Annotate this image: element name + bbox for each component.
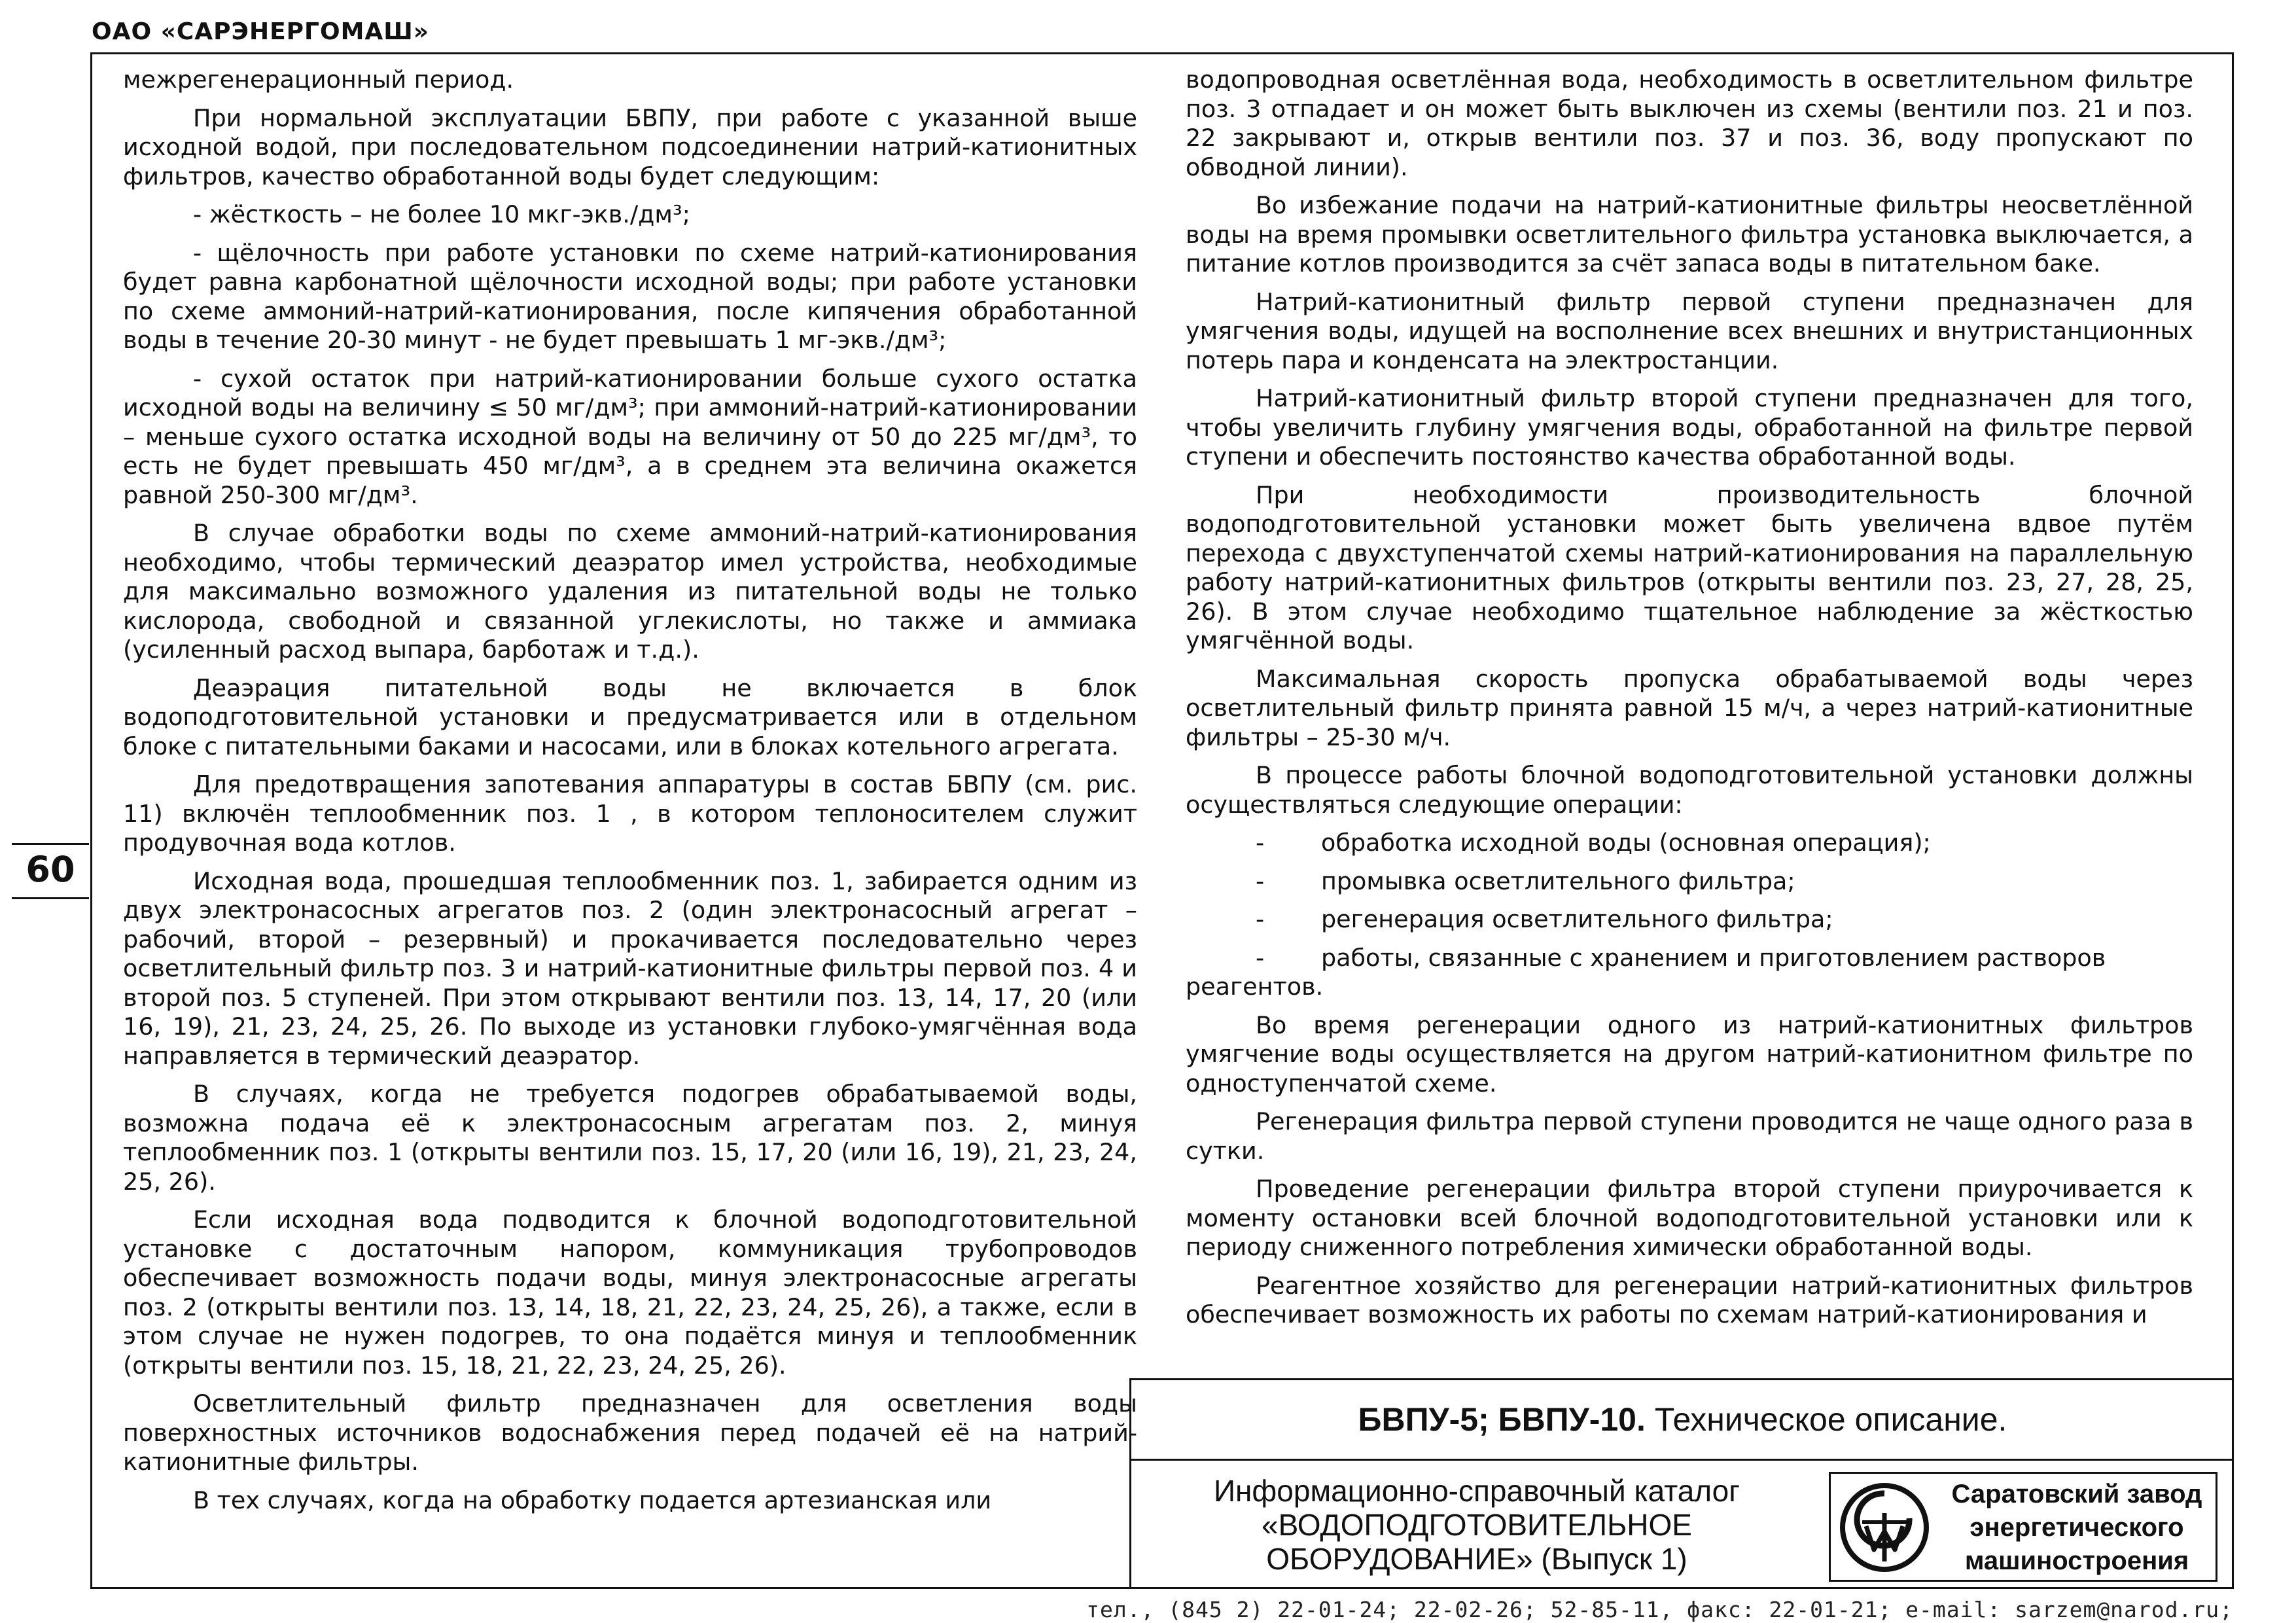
paragraph: Исходная вода, прошедшая теплообменник поз. 1, забирается одним из двух электронасосных агрегатов поз. 2 (один электронасосный агрегат – рабочий, второй – резервный) и прокачивается последовательно через осветлительный фильтр поз. 3 и натрий-катионитные фильтры первой поз. 4 и второй поз. 5 ступеней. При этом открывают вентили поз. 13, 14, 17, 20 (или 16, 19), 21, 23, 24, 25, 26. По выходе из установки глубоко-умягчённая вода направляется в термический деаэратор. [123, 866, 1137, 1070]
list-dash: - [1256, 905, 1265, 933]
paragraph: В случае обработки воды по схеме аммоний-натрий-катионирования необходимо, чтобы термический деаэратор имел устройства, необходимые для максимально возможного удаления из питательной воды не только кислорода, свободной и связанной углекислоты, но также и аммиака (усиленный расход выпара, барботаж и т.д.). [123, 519, 1137, 664]
right-column [1186, 65, 2193, 1339]
paragraph: межрегенерационный период. [123, 65, 514, 94]
manufacturer-line: машиностроения [1964, 1546, 2189, 1575]
catalog-line: Информационно-справочный каталог [1213, 1474, 1740, 1508]
paragraph: Максимальная скорость пропуска обрабатываемой воды через осветлительный фильтр принята равной 15 м/ч, а через натрий-катионитные фильтры – 25-30 м/ч. [1186, 664, 2193, 751]
list-item [1186, 829, 2193, 858]
left-column [123, 65, 1137, 1524]
list-item [1186, 867, 2193, 897]
paragraph: Натрий-катионитный фильтр второй ступени предназначен для того, чтобы увеличить глубину умягчения воды, обработанной на фильтре первой ступени и обеспечить постоянство качества обработанной воды. [1186, 384, 2193, 471]
document-title [1131, 1380, 2234, 1461]
list-item [1186, 944, 2193, 973]
document-title-rest: Техническое описание. [1645, 1401, 2007, 1438]
paragraph: При нормальной эксплуатации БВПУ, при работе с указанной выше исходной водой, при последовательном подсоединении натрий-катионитных фильтров, качество обработанной воды будет следующим: [123, 103, 1137, 190]
manufacturer-line: энергетического [1969, 1513, 2184, 1542]
paragraph: В случаях, когда не требуется подогрев обрабатываемой воды, возможна подача её к электронасосным агрегатам поз. 2, минуя теплообменник поз. 1 (открыты вентили поз. 15, 17, 20 (или 16, 19), 21, 23, 24, 25, 26). [123, 1080, 1137, 1196]
catalog-title [1131, 1461, 1822, 1589]
paragraph: водопроводная осветлённая вода, необходимость в осветлительном фильтре поз. 3 отпадает и он может быть выключен из схемы (вентили поз. 21 и поз. 22 закрывают и, открыв вентили поз. 37 и поз. 36, воду пропускают по обводной линии). [1186, 65, 2193, 181]
manufacturer-line: Саратовский завод [1951, 1480, 2202, 1508]
list-dash: - [1256, 866, 1265, 895]
paragraph: - жёсткость – не более 10 мкг-экв./дм³; [193, 200, 690, 228]
paragraph: Во время регенерации одного из натрий-катионитных фильтров умягчение воды осуществляется на другом натрий-катионитном фильтре по одноступенчатой схеме. [1186, 1010, 2193, 1097]
paragraph: Проведение регенерации фильтра второй ступени приурочивается к моменту остановки всей блочной водоподготовительной установки или к периоду сниженного потребления химически обработанной воды. [1186, 1175, 2193, 1261]
list-item [1186, 905, 2193, 935]
footer-box [1129, 1378, 2234, 1589]
catalog-line: «ВОДОПОДГОТОВИТЕЛЬНОЕ [1262, 1508, 1692, 1542]
document-title-bold: БВПУ-5; БВПУ-10. [1358, 1401, 1646, 1438]
paragraph: Деаэрация питательной воды не включается в блок водоподготовительной установки и предусматривается или в отдельном блоке с питательными баками и насосами, или в блоках котельного агрегата. [123, 673, 1137, 760]
contact-info: тел., (845 2) 22-01-24; 22-02-26; 52-85-11, факс: 22-01-21; e-mail: sarzem@narod.ru; [1086, 1597, 2233, 1622]
paragraph: В процессе работы блочной водоподготовительной установки должны осуществляться следующие операции: [1186, 761, 2193, 819]
manufacturer-name [1942, 1478, 2212, 1578]
paragraph: - сухой остаток при натрий-катионировании больше сухого остатка исходной воды на величину ≤ 50 мг/дм³; при аммоний-натрий-катионировании – меньше сухого остатка исходной воды на величину от 50 до 225 мг/дм³, то есть не будет превышать 450 мг/дм³, а в среднем эта величина окажется равной 250-300 мг/дм³. [123, 364, 1137, 509]
paragraph: Для предотвращения запотевания аппаратуры в состав БВПУ (см. рис. 11) включён теплообменник поз. 1 , в котором теплоносителем служит продувочная вода котлов. [123, 770, 1137, 857]
page-number: 60 [12, 843, 89, 899]
list-dash: - [1256, 829, 1265, 857]
paragraph: реагентов. [1186, 972, 1324, 1001]
paragraph: Реагентное хозяйство для регенерации натрий-катионитных фильтров обеспечивает возможность их работы по схемам натрий-катионирования и [1186, 1271, 2193, 1329]
paragraph: В тех случаях, когда на обработку подается артезианская или [193, 1486, 992, 1514]
paragraph: - щёлочность при работе установки по схеме натрий-катионирования будет равна карбонатной щёлочности исходной воды; при работе установки по схеме аммоний-натрий-катионирования, после кипячения обработанной воды в течение 20-30 минут - не будет превышать 1 мг-экв./дм³; [123, 238, 1137, 354]
manufacturer-box [1829, 1472, 2217, 1582]
list-dash: - [1256, 943, 1265, 972]
list-item-text: обработка исходной воды (основная операция); [1321, 829, 1931, 857]
paragraph: При необходимости производительность блочной водоподготовительной установки может быть увеличена вдвое путём перехода с двухступенчатой схемы натрий-катионирования на параллельную работу натрий-катионитных фильтров (открыты вентили поз. 23, 27, 28, 25, 26). В этом случае необходимо тщательное наблюдение за жёсткостью умягчённой воды. [1186, 480, 2193, 654]
sarzem-logo-icon [1836, 1479, 1933, 1576]
list-item-text: промывка осветлительного фильтра; [1321, 866, 1795, 895]
catalog-line: ОБОРУДОВАНИЕ» (Выпуск 1) [1266, 1542, 1687, 1576]
paragraph: Осветлительный фильтр предназначен для осветления воды поверхностных источников водоснабжения перед подачей её на натрий-катионитные фильтры. [123, 1389, 1137, 1476]
paragraph: Регенерация фильтра первой ступени проводится не чаще одного раза в сутки. [1186, 1107, 2193, 1165]
list-item-text: регенерация осветлительного фильтра; [1321, 905, 1833, 933]
paragraph: Во избежание подачи на натрий-катионитные фильтры неосветлённой воды на время промывки осветлительного фильтра установка выключается, а питание котлов производится за счёт запаса воды в питательном баке. [1186, 191, 2193, 277]
paragraph: Натрий-катионитный фильтр первой ступени предназначен для умягчения воды, идущей на восполнение всех внешних и внутристанционных потерь пара и конденсата на электростанции. [1186, 287, 2193, 374]
list-item-text: работы, связанные с хранением и приготовлением растворов [1321, 943, 2106, 972]
company-header: ОАО «САРЭНЕРГОМАШ» [92, 18, 430, 45]
paragraph: Если исходная вода подводится к блочной водоподготовительной установке с достаточным напором, коммуникация трубопроводов обеспечивает возможность подачи воды, минуя электронасосные агрегаты поз. 2 (открыты вентили поз. 13, 14, 18, 21, 22, 23, 24, 25, 26), а также, если в этом случае не нужен подогрев, то она подаётся минуя и теплообменник (открыты вентили поз. 15, 18, 21, 22, 23, 24, 25, 26). [123, 1205, 1137, 1380]
